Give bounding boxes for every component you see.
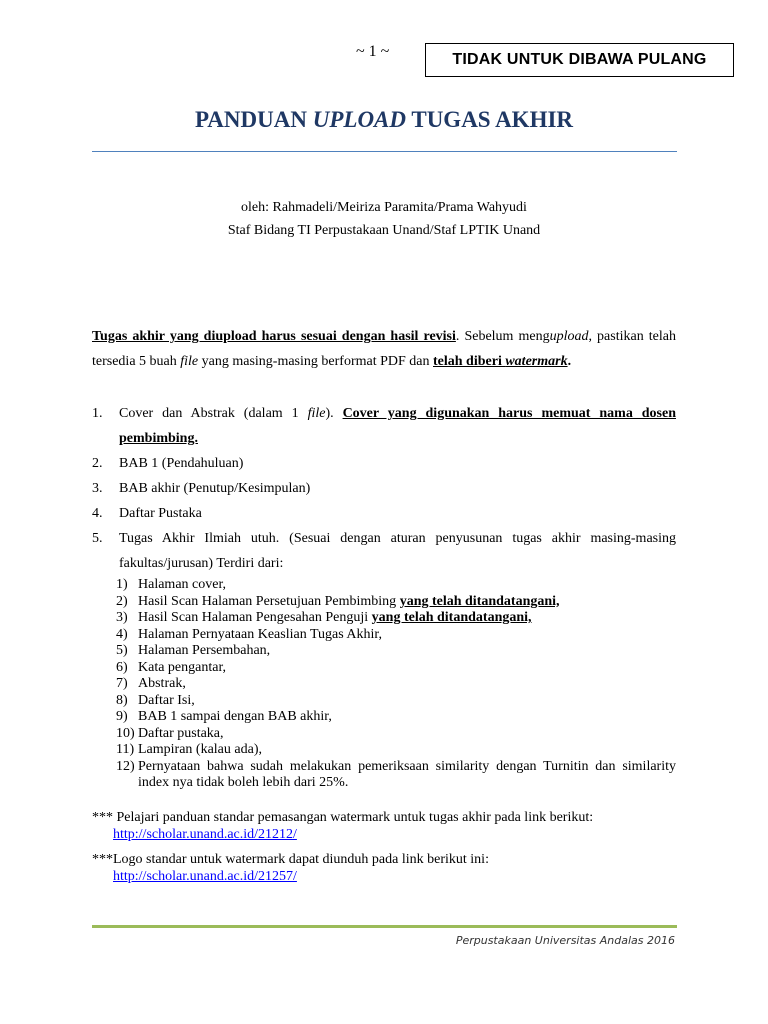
sub-list-item [116, 610, 676, 627]
sub-list-number: 1) [116, 577, 128, 592]
sub-list-text: Halaman cover, [138, 577, 227, 592]
document-title [92, 107, 676, 133]
sub-list-bold: yang telah ditandatangani, [399, 593, 560, 609]
list-text: ). [325, 406, 343, 421]
title-part-1: PANDUAN [194, 107, 313, 132]
intro-bold-2: telah diberi [433, 354, 506, 369]
watermark-logo-link[interactable]: http://scholar.unand.ac.id/21257/ [113, 869, 297, 884]
title-part-3: TUGAS AKHIR [406, 107, 574, 132]
intro-paragraph [92, 324, 676, 374]
list-number: 5. [92, 531, 103, 546]
sub-list-number: 12) [116, 758, 135, 774]
intro-bold-italic: watermark [505, 354, 568, 369]
main-list [92, 401, 676, 576]
sub-list-item [116, 693, 676, 710]
sub-list-item [116, 577, 676, 594]
list-item [92, 526, 676, 576]
sub-list-item [116, 594, 676, 611]
list-item [92, 501, 676, 526]
list-item [92, 476, 676, 501]
note-text: *** Pelajari panduan standar pemasangan watermark untuk tugas akhir pada link berikut: [92, 810, 594, 825]
list-italic: file [307, 406, 326, 421]
list-number: 1. [92, 406, 103, 421]
intro-bold-end: . [567, 354, 572, 369]
sub-list-item [116, 709, 676, 726]
note-text: ***Logo standar untuk watermark dapat diunduh pada link berikut ini: [92, 852, 489, 867]
sub-list-text: Pernyataan bahwa sudah melakukan pemeriksaan similarity dengan Turnitin dan similarity index nya tidak boleh lebih dari 25%. [138, 758, 676, 790]
watermark-guide-link[interactable]: http://scholar.unand.ac.id/21212/ [113, 827, 297, 842]
note-watermark-guide [92, 809, 676, 843]
sub-list-item [116, 660, 676, 677]
sub-list-bold: yang telah ditandatangani, [371, 610, 532, 625]
list-text: Tugas Akhir Ilmiah utuh. (Sesuai dengan aturan penyusunan tugas akhir masing-masing fakultas/jurusan) Terdiri dari: [119, 531, 676, 571]
author-line-1: oleh: Rahmadeli/Meiriza Paramita/Prama Wahyudi [241, 200, 527, 215]
sub-list-item [116, 643, 676, 660]
page-number: ~ 1 ~ [356, 43, 390, 60]
sub-list-number: 8) [116, 692, 128, 708]
list-text: BAB akhir (Penutup/Kesimpulan) [119, 481, 311, 496]
note-watermark-logo [92, 851, 676, 885]
sub-list-text: Abstrak, [138, 676, 186, 691]
sub-list-number: 10) [116, 725, 135, 741]
sub-list-number: 6) [116, 659, 128, 675]
list-text: Cover dan Abstrak (dalam 1 [119, 406, 308, 421]
sub-list-item [116, 726, 676, 743]
sub-list-text: Hasil Scan Halaman Persetujuan Pembimbing [138, 593, 400, 609]
footer-text: Perpustakaan Universitas Andalas 2016 [455, 934, 675, 947]
sub-list-item [116, 676, 676, 693]
sub-list-number: 9) [116, 709, 128, 724]
sub-list [116, 577, 676, 792]
author-line-2: Staf Bidang TI Perpustakaan Unand/Staf LPTIK Unand [227, 223, 541, 238]
list-number: 3. [92, 481, 103, 496]
list-bold: Cover yang digunakan harus memuat nama dosen pembimbing. [119, 406, 676, 446]
footer-rule [92, 925, 677, 928]
list-item [92, 451, 676, 476]
intro-italic-2: file [180, 354, 199, 369]
sub-list-text: Lampiran (kalau ada), [138, 742, 262, 757]
intro-italic-1: upload [549, 329, 589, 344]
intro-bold-1: Tugas akhir yang diupload harus sesuai dengan hasil revisi [92, 329, 456, 344]
sub-list-text: Halaman Pernyataan Keaslian Tugas Akhir, [138, 626, 383, 642]
sub-list-number: 7) [116, 676, 128, 691]
list-item [92, 401, 676, 451]
title-part-2: UPLOAD [312, 107, 407, 132]
sub-list-number: 5) [116, 643, 128, 658]
intro-text-1: . Sebelum meng [455, 329, 550, 344]
sub-list-text: Halaman Persembahan, [138, 643, 271, 658]
list-text: Daftar Pustaka [119, 506, 202, 521]
sub-list-number: 3) [116, 610, 128, 625]
sub-list-number: 2) [116, 593, 128, 609]
sub-list-text: Kata pengantar, [138, 659, 227, 675]
sub-list-item [116, 759, 676, 792]
sub-list-item [116, 742, 676, 759]
sub-list-text: BAB 1 sampai dengan BAB akhir, [138, 709, 332, 724]
notice-box: TIDAK UNTUK DIBAWA PULANG [425, 43, 734, 77]
title-rule [92, 151, 677, 152]
sub-list-number: 4) [116, 626, 128, 642]
sub-list-text: Daftar pustaka, [138, 725, 224, 741]
list-text: BAB 1 (Pendahuluan) [119, 456, 244, 471]
intro-text-2: , pastikan telah tersedia 5 buah [92, 329, 676, 369]
sub-list-text: Hasil Scan Halaman Pengesahan Penguji [138, 610, 372, 625]
sub-list-item [116, 627, 676, 644]
sub-list-number: 11) [116, 742, 135, 757]
list-number: 4. [92, 506, 103, 521]
list-number: 2. [92, 456, 103, 471]
intro-text-3: yang masing-masing berformat PDF dan [198, 354, 433, 369]
sub-list-text: Daftar Isi, [138, 692, 195, 708]
